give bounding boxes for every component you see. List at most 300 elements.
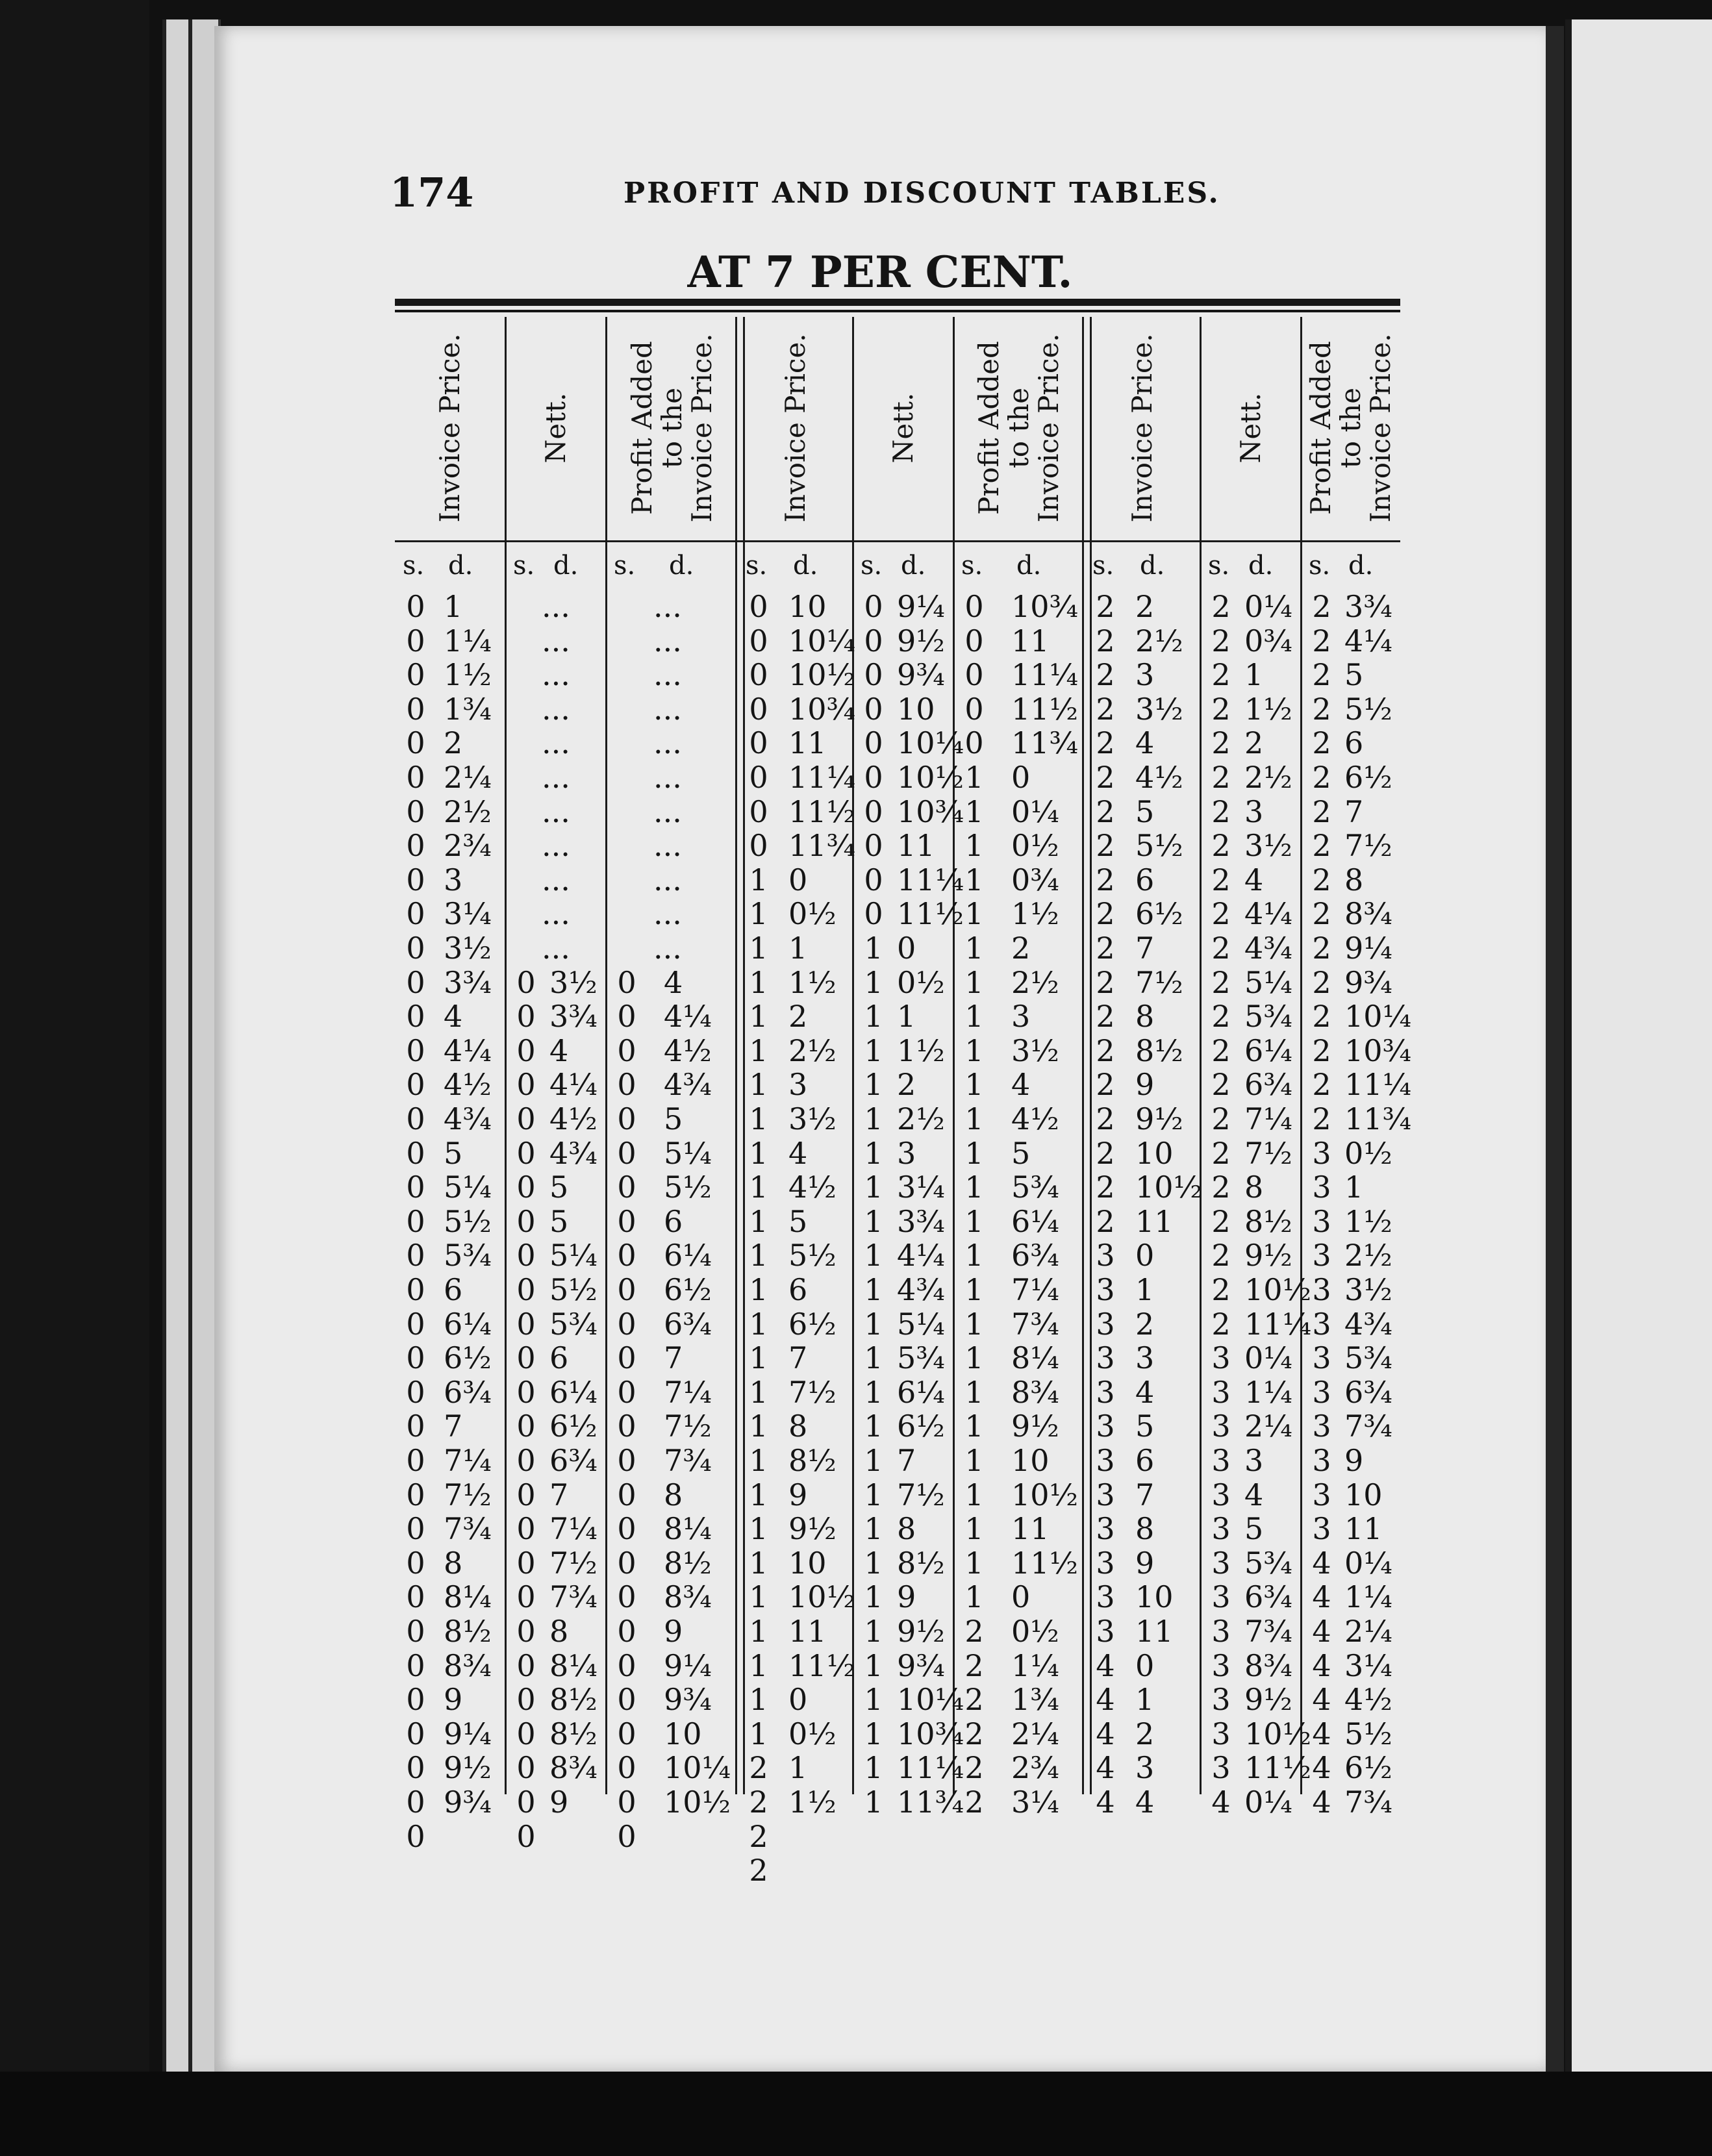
pence-cell: 9¼ xyxy=(664,1648,712,1683)
shillings-cell: 3 xyxy=(1096,1545,1115,1581)
pence-cell: ... xyxy=(653,691,682,727)
shillings-cell: 0 xyxy=(617,1409,636,1444)
pence-cell: 4½ xyxy=(1011,1101,1059,1136)
pence-cell: 8 xyxy=(1135,999,1155,1034)
pence-cell: 10 xyxy=(788,1545,827,1581)
pence-cell: 7½ xyxy=(1344,828,1392,864)
pence-cell: 2 xyxy=(1135,589,1155,624)
pence-cell: 9¾ xyxy=(1344,964,1392,1000)
pence-cell: 10½ xyxy=(664,1785,731,1820)
shillings-cell: 0 xyxy=(617,1648,636,1683)
pence-cell: 11 xyxy=(1135,1203,1174,1239)
shillings-cell: 0 xyxy=(617,1272,636,1307)
pence-cell: ... xyxy=(542,657,570,693)
shillings-cell: 0 xyxy=(406,1545,425,1581)
pence-cell: 11½ xyxy=(1244,1750,1312,1786)
pence-cell: 2½ xyxy=(897,1101,945,1136)
shillings-cell: 0 xyxy=(516,1648,536,1683)
shillings-cell: 1 xyxy=(864,1306,883,1342)
shillings-cell: 1 xyxy=(964,1272,984,1307)
pence-cell: 8½ xyxy=(444,1614,492,1649)
shillings-cell: 0 xyxy=(617,1545,636,1581)
shillings-cell: 2 xyxy=(1312,862,1331,897)
pence-cell: 6 xyxy=(1135,862,1155,897)
shillings-cell: 2 xyxy=(749,1785,768,1820)
shillings-cell: 0 xyxy=(617,1306,636,1342)
pence-cell: 11¾ xyxy=(788,828,856,864)
shillings-cell: 1 xyxy=(964,1545,984,1581)
shillings-cell: 0 xyxy=(864,691,883,727)
pence-cell: 1¼ xyxy=(444,623,492,658)
pence-cell: 1½ xyxy=(788,964,837,1000)
pence-cell: 7¼ xyxy=(1011,1272,1059,1307)
shillings-cell: 0 xyxy=(406,964,425,1000)
pence-cell: 6¾ xyxy=(664,1306,712,1342)
pence-cell: 1 xyxy=(1135,1682,1155,1718)
pence-cell: 8½ xyxy=(1244,1203,1292,1239)
pence-cell: ... xyxy=(542,589,570,624)
pence-cell: 3 xyxy=(1011,999,1031,1034)
shillings-cell: 2 xyxy=(1312,931,1331,966)
pence-cell: 7 xyxy=(549,1477,569,1512)
pence-cell: 8¼ xyxy=(1011,1340,1059,1376)
shillings-cell: 2 xyxy=(964,1648,984,1683)
shillings-cell: 2 xyxy=(1211,1306,1231,1342)
pence-cell: 11 xyxy=(1011,623,1050,658)
shillings-cell: 1 xyxy=(749,1545,768,1581)
pence-cell: 7 xyxy=(444,1409,463,1444)
pence-cell: 8 xyxy=(897,1511,916,1547)
shillings-cell: 0 xyxy=(516,1170,536,1205)
column-header xyxy=(738,317,853,539)
units-rule xyxy=(395,540,1400,542)
pence-cell: 3½ xyxy=(1135,691,1183,727)
shillings-cell: 3 xyxy=(1312,1340,1331,1376)
pence-cell: 11¼ xyxy=(1244,1306,1312,1342)
unit-pence: d. xyxy=(448,551,473,581)
pence-cell: 0½ xyxy=(1344,1135,1392,1171)
pence-cell: 5½ xyxy=(1344,1716,1392,1751)
shillings-cell: 1 xyxy=(864,1682,883,1718)
pence-cell: 0 xyxy=(1135,1648,1155,1683)
shillings-cell: 0 xyxy=(516,1238,536,1273)
unit-shillings: s. xyxy=(403,551,425,581)
shillings-cell: 3 xyxy=(1096,1614,1115,1649)
shillings-cell: 0 xyxy=(864,760,883,795)
pence-cell: 10¼ xyxy=(897,1682,964,1718)
shillings-cell: 2 xyxy=(1096,725,1115,761)
pence-cell: 8½ xyxy=(549,1716,598,1751)
shillings-cell: 4 xyxy=(1312,1545,1331,1581)
pence-cell: 3 xyxy=(1244,1443,1264,1478)
shillings-cell: 0 xyxy=(516,1409,536,1444)
pence-cell: 5¼ xyxy=(1244,964,1292,1000)
shillings-cell: 1 xyxy=(749,1238,768,1273)
pence-cell: 4¼ xyxy=(444,1033,492,1068)
column-header-label: Nett. xyxy=(887,392,919,464)
shillings-cell: 0 xyxy=(617,1511,636,1547)
shillings-cell: 2 xyxy=(1096,691,1115,727)
pence-cell: 3¼ xyxy=(1344,1648,1392,1683)
shillings-cell: 3 xyxy=(1096,1272,1115,1307)
pence-cell: 0½ xyxy=(1011,828,1059,864)
shillings-cell: 0 xyxy=(516,964,536,1000)
shillings-cell: 0 xyxy=(864,862,883,897)
pence-cell: 8 xyxy=(1244,1170,1264,1205)
pence-cell: 7½ xyxy=(897,1477,945,1512)
shillings-cell: 0 xyxy=(617,1579,636,1615)
unit-pence: d. xyxy=(553,551,579,581)
shillings-cell: 0 xyxy=(864,725,883,761)
pence-cell: 7¾ xyxy=(1244,1614,1292,1649)
column-rule xyxy=(605,317,607,1794)
pence-cell: 0 xyxy=(1135,1238,1155,1273)
pence-cell: 10½ xyxy=(1011,1477,1079,1512)
pence-cell: 2½ xyxy=(444,794,492,829)
shillings-cell: 3 xyxy=(1096,1374,1115,1410)
shillings-cell: 0 xyxy=(864,896,883,932)
pence-cell: 1 xyxy=(788,931,808,966)
pence-cell: 9 xyxy=(897,1579,916,1615)
shillings-cell: 2 xyxy=(1312,589,1331,624)
pence-cell: 11¼ xyxy=(897,862,964,897)
shillings-cell: 1 xyxy=(964,1067,984,1103)
shillings-cell: 2 xyxy=(1096,794,1115,829)
pence-cell: 1¾ xyxy=(1011,1682,1059,1718)
shillings-cell: 1 xyxy=(864,1511,883,1547)
pence-cell: 5½ xyxy=(549,1272,598,1307)
pence-cell: 5 xyxy=(549,1170,569,1205)
shillings-cell: 1 xyxy=(964,760,984,795)
shillings-cell: 0 xyxy=(749,623,768,658)
shillings-cell: 3 xyxy=(1312,1238,1331,1273)
shillings-cell: 1 xyxy=(749,931,768,966)
shillings-cell: 4 xyxy=(1312,1614,1331,1649)
shillings-cell: 0 xyxy=(964,657,984,693)
shillings-cell: 2 xyxy=(749,1750,768,1786)
shillings-cell: 0 xyxy=(406,1238,425,1273)
pence-cell: ... xyxy=(653,623,682,658)
shillings-cell: 4 xyxy=(1096,1785,1115,1820)
shillings-cell: 0 xyxy=(864,623,883,658)
shillings-cell: 2 xyxy=(1312,623,1331,658)
pence-cell: 7¼ xyxy=(664,1374,712,1410)
column-header-label: Invoice Price. xyxy=(779,333,811,523)
shillings-cell: 0 xyxy=(406,1067,425,1103)
pence-cell: 5¾ xyxy=(1244,999,1292,1034)
pence-cell: 6 xyxy=(1135,1443,1155,1478)
shillings-cell: 1 xyxy=(749,964,768,1000)
shillings-cell: 3 xyxy=(1312,1135,1331,1171)
shillings-cell: 1 xyxy=(749,862,768,897)
shillings-cell: 1 xyxy=(749,1101,768,1136)
pence-cell: 6¼ xyxy=(1244,1033,1292,1068)
shillings-cell: 2 xyxy=(1211,964,1231,1000)
shillings-cell: 1 xyxy=(749,1682,768,1718)
shillings-cell: 3 xyxy=(1211,1682,1231,1718)
pence-cell: 9¼ xyxy=(897,589,945,624)
column-rule xyxy=(1300,317,1302,1794)
shillings-cell: 0 xyxy=(964,589,984,624)
shillings-cell: 2 xyxy=(1211,657,1231,693)
pence-cell: 5 xyxy=(1244,1511,1264,1547)
shillings-cell: 4 xyxy=(1096,1716,1115,1751)
running-head: PROFIT AND DISCOUNT TABLES. xyxy=(623,177,1220,210)
book-page xyxy=(214,26,1564,2072)
shillings-cell: 3 xyxy=(1096,1409,1115,1444)
pence-cell: 5¾ xyxy=(1011,1170,1059,1205)
shillings-cell: 2 xyxy=(1211,1272,1231,1307)
pence-cell: 9½ xyxy=(1244,1238,1292,1273)
unit-shillings: s. xyxy=(1092,551,1114,581)
shillings-cell: 1 xyxy=(964,794,984,829)
pence-cell: 2 xyxy=(1011,931,1031,966)
shillings-cell: 0 xyxy=(406,828,425,864)
pence-cell: 3¾ xyxy=(1344,589,1392,624)
shillings-cell: 4 xyxy=(1096,1682,1115,1718)
shillings-cell: 2 xyxy=(1211,828,1231,864)
column-header xyxy=(853,317,953,539)
shillings-cell: 3 xyxy=(1211,1340,1231,1376)
pence-cell: 6 xyxy=(444,1272,463,1307)
shillings-cell: 2 xyxy=(1211,725,1231,761)
shillings-cell: 1 xyxy=(864,1716,883,1751)
pence-cell: 11½ xyxy=(1011,691,1079,727)
shillings-cell: 0 xyxy=(516,1033,536,1068)
pence-cell: 0¼ xyxy=(1011,794,1059,829)
pence-cell: 9½ xyxy=(788,1511,837,1547)
shillings-cell: 3 xyxy=(1211,1443,1231,1478)
column-header-label: Nett. xyxy=(1234,392,1266,464)
shillings-cell: 2 xyxy=(1211,794,1231,829)
shillings-cell: 1 xyxy=(964,1511,984,1547)
shillings-cell: 2 xyxy=(964,1614,984,1649)
shillings-cell: 2 xyxy=(1312,657,1331,693)
shillings-cell: 2 xyxy=(1312,794,1331,829)
pence-cell: 9¾ xyxy=(897,1648,945,1683)
shillings-cell: 1 xyxy=(864,964,883,1000)
unit-pence: d. xyxy=(901,551,926,581)
pence-cell: 9½ xyxy=(1011,1409,1059,1444)
shillings-cell: 2 xyxy=(1211,1067,1231,1103)
pence-cell: 8½ xyxy=(788,1443,837,1478)
pence-cell: 0 xyxy=(788,862,808,897)
pence-cell: 4 xyxy=(1244,1477,1264,1512)
shillings-cell: 2 xyxy=(964,1785,984,1820)
shillings-cell: 3 xyxy=(1211,1545,1231,1581)
pence-cell: 6¾ xyxy=(1244,1067,1292,1103)
shillings-cell: 1 xyxy=(749,1135,768,1171)
pence-cell: 8½ xyxy=(664,1545,712,1581)
shillings-cell: 1 xyxy=(749,1511,768,1547)
shillings-cell: 0 xyxy=(749,794,768,829)
pence-cell: 3¾ xyxy=(549,999,598,1034)
unit-shillings: s. xyxy=(861,551,883,581)
pence-cell: 7 xyxy=(1135,931,1155,966)
unit-shillings: s. xyxy=(746,551,768,581)
pence-cell: 7 xyxy=(664,1340,683,1376)
column-rule xyxy=(852,317,854,1794)
shillings-cell: 1 xyxy=(964,931,984,966)
pence-cell: ... xyxy=(542,794,570,829)
pence-cell: 4¾ xyxy=(549,1135,598,1171)
shillings-cell: 3 xyxy=(1312,1477,1331,1512)
pence-cell: 4¼ xyxy=(1244,896,1292,932)
pence-cell: 4½ xyxy=(664,1033,712,1068)
shillings-cell: 3 xyxy=(1312,1272,1331,1307)
pence-cell: 10¼ xyxy=(897,725,964,761)
pence-cell: 2½ xyxy=(1011,964,1059,1000)
shillings-cell: 0 xyxy=(617,1374,636,1410)
shillings-cell: 3 xyxy=(1211,1511,1231,1547)
shillings-cell: 0 xyxy=(749,589,768,624)
pence-cell: 11½ xyxy=(897,896,964,932)
shillings-cell: 0 xyxy=(516,1545,536,1581)
shillings-cell: 1 xyxy=(864,1101,883,1136)
shillings-cell: 4 xyxy=(1312,1716,1331,1751)
shillings-cell: 1 xyxy=(749,1033,768,1068)
shillings-cell: 1 xyxy=(749,1170,768,1205)
pence-cell: ... xyxy=(653,931,682,966)
shillings-cell: 0 xyxy=(617,1170,636,1205)
shillings-cell: 1 xyxy=(964,1579,984,1615)
pence-cell: 5¼ xyxy=(897,1306,945,1342)
shillings-cell: 4 xyxy=(1312,1785,1331,1820)
pence-cell: 5¾ xyxy=(897,1340,945,1376)
pence-cell: ... xyxy=(653,828,682,864)
pence-cell: 0 xyxy=(788,1682,808,1718)
pence-cell: 1½ xyxy=(444,657,492,693)
pence-cell: 10 xyxy=(788,589,827,624)
column-header-label: Profit Added to the Invoice Price. xyxy=(625,333,718,523)
shillings-cell: 2 xyxy=(1211,1203,1231,1239)
pence-cell: 1 xyxy=(788,1750,808,1786)
unit-pence: d. xyxy=(1140,551,1165,581)
shillings-cell: 2 xyxy=(1096,1135,1115,1171)
shillings-cell: 2 xyxy=(1096,931,1115,966)
shillings-cell: 2 xyxy=(1096,964,1115,1000)
shillings-cell: 1 xyxy=(749,1306,768,1342)
shillings-cell: 2 xyxy=(1211,1135,1231,1171)
pence-cell: 8 xyxy=(549,1614,569,1649)
pence-cell: 9 xyxy=(444,1682,463,1718)
shillings-cell: 1 xyxy=(864,1477,883,1512)
column-header xyxy=(953,317,1085,539)
unit-shillings: s. xyxy=(1208,551,1230,581)
shillings-cell: 2 xyxy=(749,1853,768,1888)
pence-cell: 7½ xyxy=(788,1374,837,1410)
shillings-cell: 0 xyxy=(406,862,425,897)
shillings-cell: 0 xyxy=(516,1203,536,1239)
column-header-label: Nett. xyxy=(539,392,572,464)
pence-cell: ... xyxy=(542,862,570,897)
pence-cell: 1½ xyxy=(897,1033,945,1068)
pence-cell: 8¼ xyxy=(444,1579,492,1615)
shillings-cell: 3 xyxy=(1312,1203,1331,1239)
shillings-cell: 0 xyxy=(516,1785,536,1820)
pence-cell: 8¾ xyxy=(664,1579,712,1615)
pence-cell: 10¾ xyxy=(897,1716,964,1751)
shillings-cell: 2 xyxy=(1096,862,1115,897)
shillings-cell: 1 xyxy=(864,1409,883,1444)
shillings-cell: 1 xyxy=(964,1306,984,1342)
column-header-label: Invoice Price. xyxy=(1126,333,1158,523)
column-header-label: Invoice Price. xyxy=(434,333,466,523)
pence-cell: 3 xyxy=(788,1067,808,1103)
pence-cell: 11¼ xyxy=(897,1750,964,1786)
pence-cell: ... xyxy=(653,725,682,761)
shillings-cell: 0 xyxy=(617,1135,636,1171)
shillings-cell: 1 xyxy=(964,1409,984,1444)
shillings-cell: 0 xyxy=(617,964,636,1000)
shillings-cell: 0 xyxy=(406,1170,425,1205)
shillings-cell: 0 xyxy=(749,691,768,727)
unit-pence: d. xyxy=(1016,551,1042,581)
shillings-cell: 0 xyxy=(617,1818,636,1854)
shillings-cell: 0 xyxy=(516,1750,536,1786)
pence-cell: 5½ xyxy=(1135,828,1183,864)
pence-cell: 10½ xyxy=(1135,1170,1203,1205)
pence-cell: 3 xyxy=(897,1135,916,1171)
pence-cell: 2½ xyxy=(1135,623,1183,658)
shillings-cell: 2 xyxy=(1312,999,1331,1034)
pence-cell: 6¾ xyxy=(1011,1238,1059,1273)
shillings-cell: 1 xyxy=(964,896,984,932)
pence-cell: 6½ xyxy=(788,1306,837,1342)
shillings-cell: 0 xyxy=(406,896,425,932)
pence-cell: 5¾ xyxy=(1244,1545,1292,1581)
shillings-cell: 0 xyxy=(406,657,425,693)
shillings-cell: 0 xyxy=(964,691,984,727)
pence-cell: 1¼ xyxy=(1344,1579,1392,1615)
shillings-cell: 0 xyxy=(406,1101,425,1136)
shillings-cell: 1 xyxy=(749,1614,768,1649)
shillings-cell: 0 xyxy=(749,760,768,795)
shillings-cell: 0 xyxy=(749,657,768,693)
shillings-cell: 3 xyxy=(1096,1443,1115,1478)
pence-cell: 10½ xyxy=(1244,1716,1312,1751)
shillings-cell: 1 xyxy=(964,1238,984,1273)
shillings-cell: 2 xyxy=(1312,725,1331,761)
shillings-cell: 0 xyxy=(516,1101,536,1136)
pence-cell: 4 xyxy=(788,1135,808,1171)
pence-cell: 4 xyxy=(1244,862,1264,897)
pence-cell: 7½ xyxy=(444,1477,492,1512)
pence-cell: 11½ xyxy=(788,794,856,829)
shillings-cell: 3 xyxy=(1096,1579,1115,1615)
pence-cell: 7¾ xyxy=(1011,1306,1059,1342)
shillings-cell: 0 xyxy=(406,725,425,761)
shillings-cell: 0 xyxy=(617,1101,636,1136)
shillings-cell: 0 xyxy=(617,1785,636,1820)
shillings-cell: 1 xyxy=(749,896,768,932)
column-rule xyxy=(1200,317,1202,1794)
pence-cell: 9 xyxy=(788,1477,808,1512)
pence-cell: 10¾ xyxy=(788,691,856,727)
pence-cell: 0¼ xyxy=(1244,589,1292,624)
shillings-cell: 1 xyxy=(964,1443,984,1478)
column-header-label: Profit Added to the Invoice Price. xyxy=(973,333,1064,523)
unit-pence: d. xyxy=(793,551,818,581)
scan-background-left xyxy=(0,0,149,2156)
shillings-cell: 0 xyxy=(617,1477,636,1512)
shillings-cell: 3 xyxy=(1211,1614,1231,1649)
pence-cell: 3¼ xyxy=(444,896,492,932)
shillings-cell: 2 xyxy=(1312,691,1331,727)
pence-cell: 10¼ xyxy=(788,623,856,658)
shillings-cell: 0 xyxy=(617,1067,636,1103)
pence-cell: 7 xyxy=(1344,794,1364,829)
